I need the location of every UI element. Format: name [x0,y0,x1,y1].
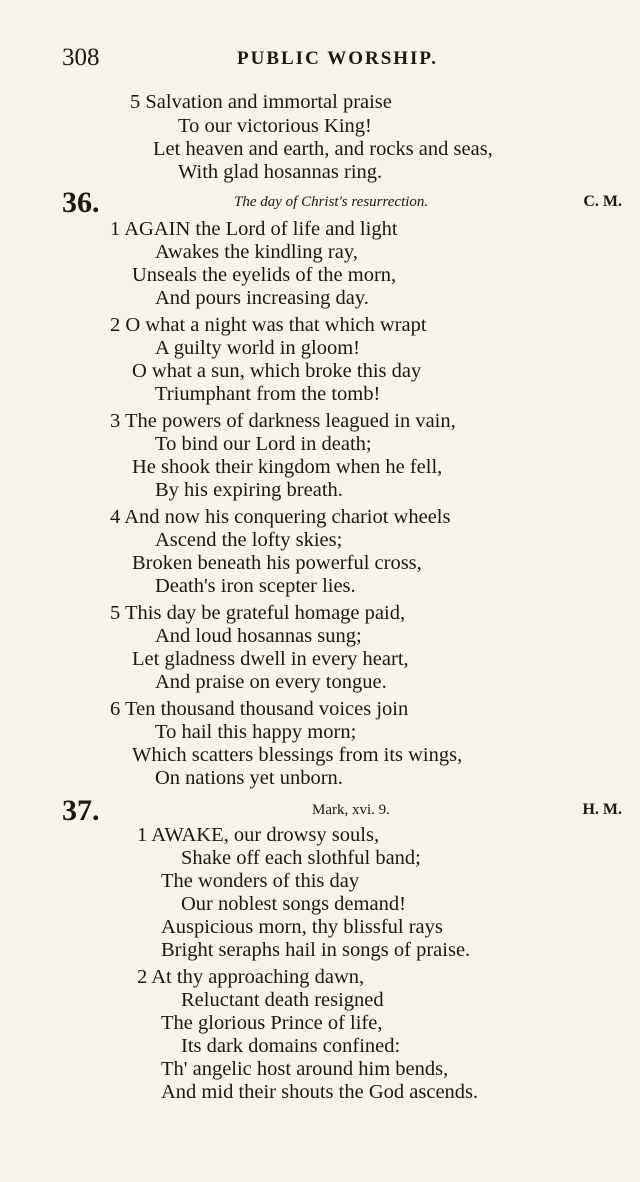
verse-line: 1 AWAKE, our drowsy souls, [137,824,380,846]
verse-line: Bright seraphs hail in songs of praise. [161,939,471,961]
verse-line: And praise on every tongue. [155,671,387,693]
verse-line: To our victorious King! [178,115,372,137]
verse-line: Which scatters blessings from its wings, [132,744,463,766]
verse-line: And loud hosannas sung; [155,625,362,647]
hymn-number: 36. [62,186,100,219]
hymn-subtitle: Mark, xvi. 9. [312,802,390,818]
verse-line: 3 The powers of darkness leagued in vain, [110,410,456,432]
verse-line: Th' angelic host around him bends, [161,1058,449,1080]
verse-line: Death's iron scepter lies. [155,575,356,597]
hymn-meter: H. M. [582,801,622,818]
verse-line: To hail this happy morn; [155,721,357,743]
running-title: PUBLIC WORSHIP. [237,48,439,69]
verse-line: Awakes the kindling ray, [155,241,358,263]
verse-line: Its dark domains confined: [181,1035,401,1057]
verse-line: 6 Ten thousand thousand voices join [110,698,409,720]
verse-line: Reluctant death resigned [181,989,384,1011]
hymn-subtitle: The day of Christ's resurrection. [234,194,429,210]
verse-line: 2 O what a night was that which wrapt [110,314,427,336]
hymn-meter: C. M. [583,193,622,210]
verse-line: With glad hosannas ring. [178,161,383,183]
verse-line: Broken beneath his powerful cross, [132,552,422,574]
verse-line: Shake off each slothful band; [181,847,421,869]
verse-line: Let heaven and earth, and rocks and seas, [153,138,493,160]
verse-line: Ascend the lofty skies; [155,529,343,551]
verse-line: And pours increasing day. [155,287,369,309]
verse-line: 5 This day be grateful homage paid, [110,602,406,624]
hymn-number: 37. [62,794,100,827]
verse-line: By his expiring breath. [155,479,343,501]
verse-line: To bind our Lord in death; [155,433,372,455]
verse-line: 1 AGAIN the Lord of life and light [110,218,398,240]
verse-line: 2 At thy approaching dawn, [137,966,365,988]
verse-line: O what a sun, which broke this day [132,360,422,382]
page-number: 308 [62,44,100,71]
verse-line: Our noblest songs demand! [181,893,406,915]
verse-line: Auspicious morn, thy blissful rays [161,916,443,938]
verse-line: The wonders of this day [161,870,360,892]
page-header [62,44,602,80]
verse-line: Unseals the eyelids of the morn, [132,264,397,286]
verse-line: On nations yet unborn. [155,767,343,789]
verse-line: 4 And now his conquering chariot wheels [110,506,451,528]
verse-line: Let gladness dwell in every heart, [132,648,409,670]
verse-line: He shook their kingdom when he fell, [132,456,443,478]
verse-line: Triumphant from the tomb! [155,383,381,405]
verse-line: And mid their shouts the God ascends. [161,1081,479,1103]
verse-line: A guilty world in gloom! [155,337,360,359]
verse-line: The glorious Prince of life, [161,1012,383,1034]
verse-line: 5 Salvation and immortal praise [130,91,392,113]
